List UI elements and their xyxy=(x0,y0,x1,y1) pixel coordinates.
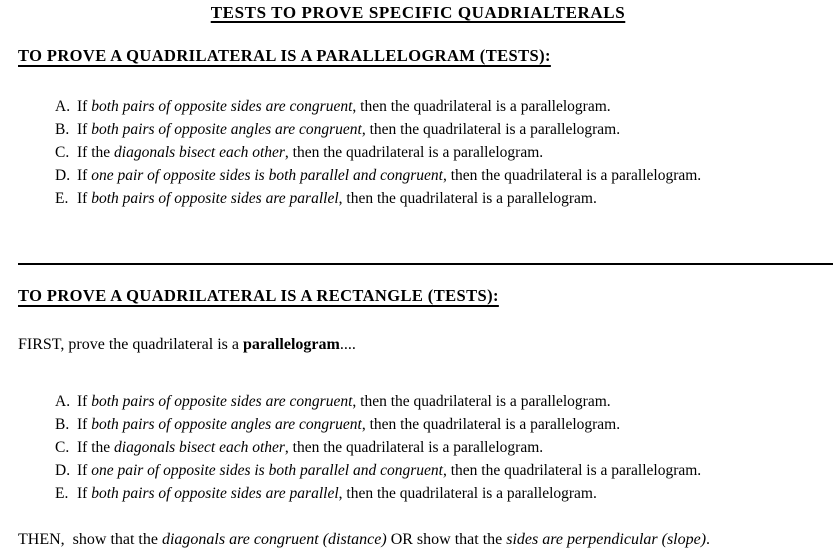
list-marker: B. xyxy=(55,416,70,433)
test-prefix: If the xyxy=(77,144,115,161)
section-divider xyxy=(18,263,833,265)
test-suffix: , then the quadrilateral is a parallelogram. xyxy=(338,190,597,207)
test-suffix: , then the quadrilateral is a parallelogram. xyxy=(352,98,611,115)
test-prefix: If xyxy=(77,190,92,207)
test-italic-phrase: one pair of opposite sides is both parallel and congruent xyxy=(91,462,443,479)
first-instruction-line xyxy=(18,336,356,354)
first-bold-word: parallelogram xyxy=(242,336,340,353)
list-item xyxy=(55,436,836,459)
test-italic-phrase: diagonals bisect each other xyxy=(114,144,285,161)
then-italic-diagonals: diagonals are congruent (distance) xyxy=(161,531,387,548)
then-middle: OR show that the xyxy=(386,531,507,548)
test-prefix: If xyxy=(77,485,92,502)
list-marker: C. xyxy=(55,439,70,456)
list-item xyxy=(55,459,836,482)
test-prefix: If xyxy=(77,167,92,184)
list-item xyxy=(55,482,836,505)
test-italic-phrase: both pairs of opposite angles are congruent xyxy=(91,121,362,138)
test-suffix: , then the quadrilateral is a parallelogram. xyxy=(338,485,597,502)
test-prefix: If xyxy=(77,416,92,433)
list-marker: E. xyxy=(55,190,69,207)
test-suffix: , then the quadrilateral is a parallelogram. xyxy=(442,462,702,479)
section-heading-parallelogram: TO PROVE A QUADRILATERAL IS A PARALLELOGRAM (TESTS): xyxy=(18,46,551,65)
test-suffix: , then the quadrilateral is a parallelogram. xyxy=(352,393,611,410)
list-marker: D. xyxy=(55,462,71,479)
list-marker: E. xyxy=(55,485,69,502)
list-marker: D. xyxy=(55,167,71,184)
then-prefix: THEN, show that the xyxy=(18,531,162,548)
test-italic-phrase: both pairs of opposite sides are congruent xyxy=(91,393,353,410)
list-item xyxy=(55,413,836,436)
list-marker: A. xyxy=(55,393,71,410)
list-marker: A. xyxy=(55,98,71,115)
test-italic-phrase: both pairs of opposite sides are parallel xyxy=(91,485,339,502)
test-suffix: , then the quadrilateral is a parallelogram. xyxy=(442,167,702,184)
list-item xyxy=(55,118,836,141)
section-heading-rectangle: TO PROVE A QUADRILATERAL IS A RECTANGLE (TESTS): xyxy=(18,286,499,305)
test-suffix: , then the quadrilateral is a parallelogram. xyxy=(361,416,621,433)
then-instruction-line xyxy=(18,531,710,549)
test-suffix: , then the quadrilateral is a parallelogram. xyxy=(284,439,544,456)
list-marker: B. xyxy=(55,121,70,138)
test-prefix: If xyxy=(77,393,92,410)
list-item xyxy=(55,164,836,187)
test-italic-phrase: both pairs of opposite sides are congruent xyxy=(91,98,353,115)
list-item xyxy=(55,141,836,164)
test-italic-phrase: both pairs of opposite sides are parallel xyxy=(91,190,339,207)
list-item xyxy=(55,187,836,210)
test-prefix: If xyxy=(77,462,92,479)
then-italic-sides: sides are perpendicular (slope) xyxy=(506,531,707,548)
document-title: TESTS TO PROVE SPECIFIC QUADRIALTERALS xyxy=(210,3,626,22)
test-italic-phrase: diagonals bisect each other xyxy=(114,439,285,456)
test-suffix: , then the quadrilateral is a parallelogram. xyxy=(361,121,621,138)
list-marker: C. xyxy=(55,144,70,161)
test-prefix: If xyxy=(77,121,92,138)
test-italic-phrase: both pairs of opposite angles are congruent xyxy=(91,416,362,433)
list-item xyxy=(55,95,836,118)
list-item xyxy=(55,390,836,413)
first-suffix: .... xyxy=(339,336,356,353)
parallelogram-tests-list xyxy=(55,95,836,210)
then-suffix: . xyxy=(706,531,711,548)
test-prefix: If xyxy=(77,98,92,115)
first-prefix: FIRST, prove the quadrilateral is a xyxy=(18,336,243,353)
test-prefix: If the xyxy=(77,439,115,456)
test-suffix: , then the quadrilateral is a parallelogram. xyxy=(284,144,544,161)
rectangle-tests-list xyxy=(55,390,836,505)
test-italic-phrase: one pair of opposite sides is both parallel and congruent xyxy=(91,167,443,184)
